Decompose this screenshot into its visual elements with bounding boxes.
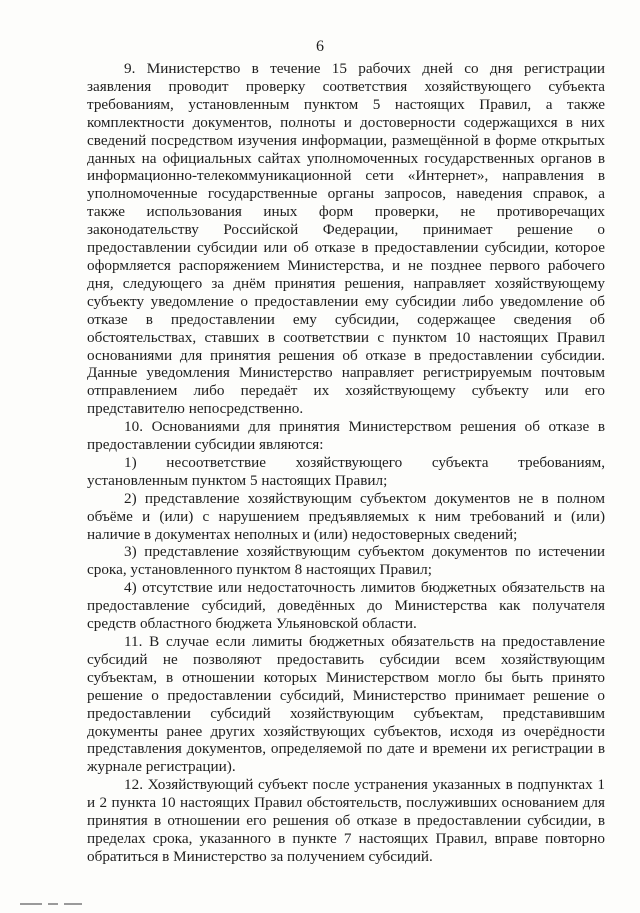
document-body (87, 60, 605, 866)
paragraph-10-item-2: 2) представление хозяйствующим субъектом документов не в полном объёме и (или) с нарушением предъявляемых к ним требований и (или) наличие в документах неполных и (или) недостоверных сведений; (87, 489, 605, 543)
paragraph-9: 9. Министерство в течение 15 рабочих дней со дня регистрации заявления проводит проверку соответствия хозяйствующего субъекта требованиям, установленным пунктом 5 настоящих Правил, а также комплектности документов, полноты и достоверности содержащихся в них сведений посредством изучения информации, размещённой в форме открытых данных на официальных сайтах уполномоченных государственных органов в информационно-телекоммуникационной сети «Интернет», направления в уполномоченные государственные органы запросов, наведения справок, а также использования иных форм проверки, не противоречащих законодательству Российской Федерации, принимает решение о предоставлении субсидии или об отказе в предоставлении субсидии, которое оформляется распоряжением Министерства, и не позднее первого рабочего дня, следующего за днём принятия решения, направляет хозяйствующему субъекту уведомление о предоставлении ему субсидии либо уведомление об отказе в предоставлении ему субсидии, содержащее сведения об обстоятельствах, ставших в соответствии с пунктом 10 настоящих Правил основаниями для принятия решения об отказе в предоставлении субсидии. Данные уведомления Министерство направляет регистрируемым почтовым отправлением либо передаёт их хозяйствующему субъекту или его представителю непосредственно. (87, 60, 605, 418)
page-number: 6 (316, 38, 324, 55)
paragraph-10: 10. Основаниями для принятия Министерством решения об отказе в предоставлении субсидии являются: (87, 418, 605, 454)
scan-footer-marks (20, 895, 140, 901)
paragraph-10-item-1: 1) несоответствие хозяйствующего субъекта требованиям, установленным пунктом 5 настоящих Правил; (87, 453, 605, 489)
paragraph-10-item-4: 4) отсутствие или недостаточность лимитов бюджетных обязательств на предоставление субсидий, доведённых до Министерства как получателя средств областного бюджета Ульяновской области. (87, 579, 605, 633)
paragraph-12: 12. Хозяйствующий субъект после устранения указанных в подпунктах 1 и 2 пункта 10 настоящих Правил обстоятельств, послуживших основанием для принятия в отношении его решения об отказе в предоставлении субсидии, в пределах срока, указанного в пункте 7 настоящих Правил, вправе повторно обратиться в Министерство за получением субсидий. (87, 776, 605, 865)
paragraph-10-item-3: 3) представление хозяйствующим субъектом документов по истечении срока, установленного пунктом 8 настоящих Правил; (87, 543, 605, 579)
paragraph-11: 11. В случае если лимиты бюджетных обязательств на предоставление субсидий не позволяют предоставить субсидии всем хозяйствующим субъектам, в отношении которых Министерством могло бы быть принято решение о предоставлении субсидий, Министерство принимает решение о предоставлении субсидий хозяйствующим субъектам, представившим документы ранее других хозяйствующих субъектов, исходя из очерёдности представления документов, определяемой по дате и времени их регистрации в журнале регистрации). (87, 633, 605, 776)
